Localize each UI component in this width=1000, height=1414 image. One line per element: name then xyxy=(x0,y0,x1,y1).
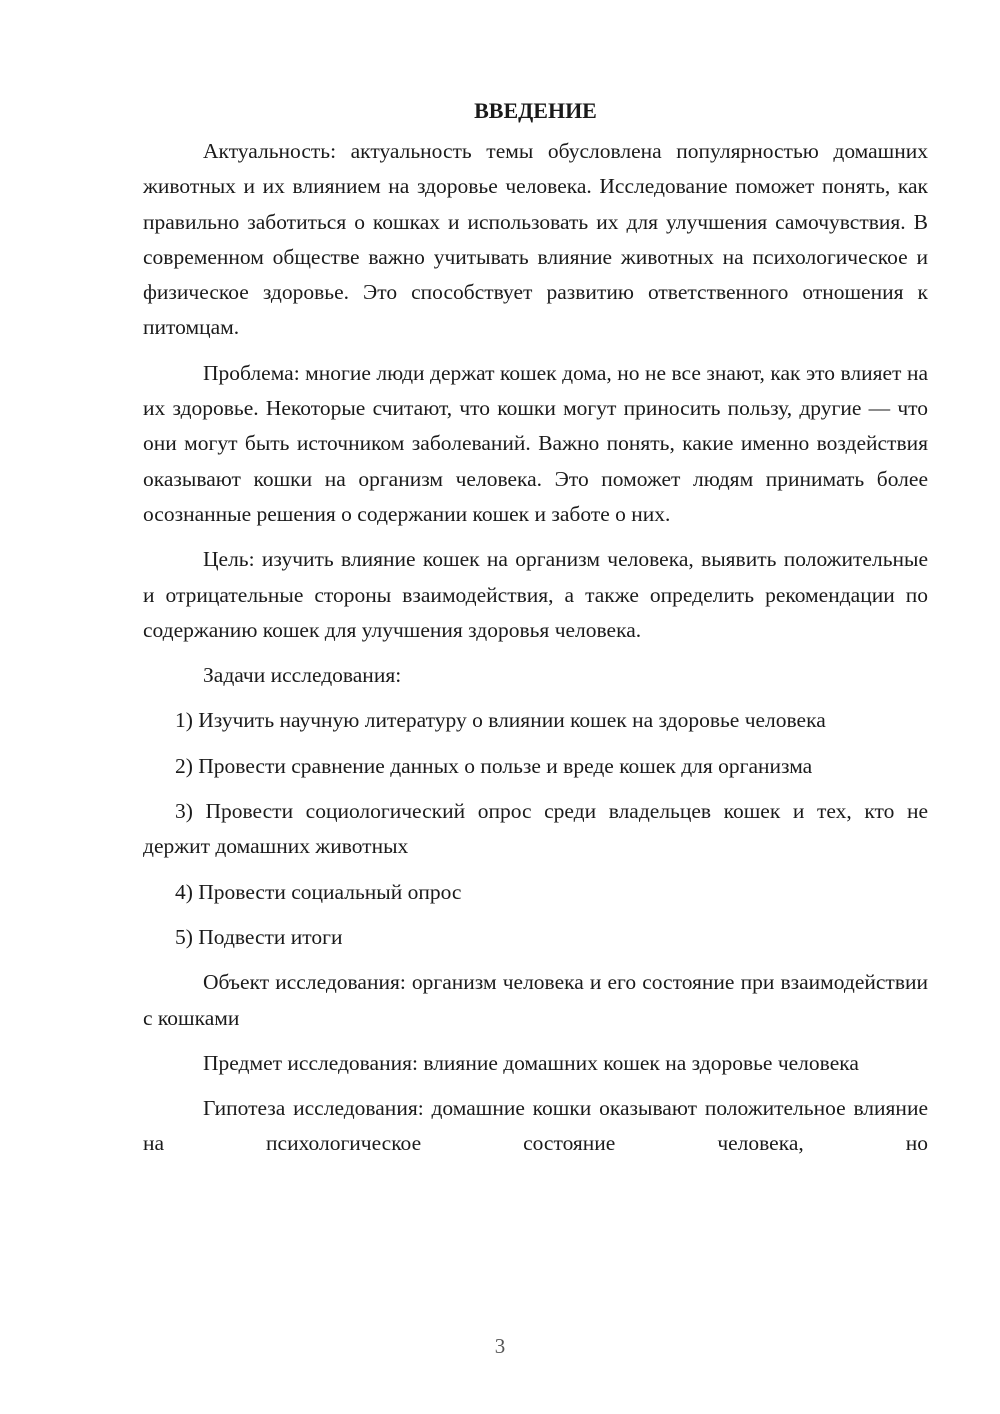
page-number: 3 xyxy=(494,1334,506,1358)
task-item-5: 5) Подвести итоги xyxy=(175,924,343,949)
page-title: ВВЕДЕНИЕ xyxy=(474,98,597,123)
paragraph-problem: Проблема: многие люди держат кошек дома, но не все знают, как это влияет на их здоровье. Некоторые считают, что кошки могут приносить пользу, другие — что они могут быть источником заболеваний. Важно понять, какие именно воздействия оказывают кошки на организм человека. Это поможет людям принимать более осознанные решения о содержании кошек и заботе о них. xyxy=(143,360,928,526)
document-page xyxy=(143,93,928,1172)
task-item-2: 2) Провести сравнение данных о пользе и вреде кошек для организма xyxy=(175,753,813,778)
paragraph-goal: Цель: изучить влияние кошек на организм человека, выявить положительные и отрицательные стороны взаимодействия, а также определить рекомендации по содержанию кошек для улучшения здоровья человека. xyxy=(143,547,928,642)
paragraph-actuality: Актуальность: актуальность темы обусловлена популярностью домашних животных и их влиянием на здоровье человека. Исследование поможет понять, как правильно заботиться о кошках и использовать их для улучшения самочувствия. В современном обществе важно учитывать влияние животных на психологическое и физическое здоровье. Это способствует развитию ответственного отношения к питомцам. xyxy=(143,139,928,340)
paragraph-object: Объект исследования: организм человека и его состояние при взаимодействии с кошками xyxy=(143,970,928,1030)
paragraph-subject: Предмет исследования: влияние домашних кошек на здоровье человека xyxy=(203,1050,859,1075)
task-item-1: 1) Изучить научную литературу о влиянии кошек на здоровье человека xyxy=(175,708,826,733)
tasks-heading: Задачи исследования: xyxy=(203,663,402,688)
task-item-3: 3) Провести социологический опрос среди владельцев кошек и тех, кто не держит домашних животных xyxy=(143,799,928,859)
task-item-4: 4) Провести социальный опрос xyxy=(175,879,462,904)
paragraph-hypothesis: Гипотеза исследования: домашние кошки оказывают положительное влияние на психологическое состояние человека, но xyxy=(143,1096,928,1156)
